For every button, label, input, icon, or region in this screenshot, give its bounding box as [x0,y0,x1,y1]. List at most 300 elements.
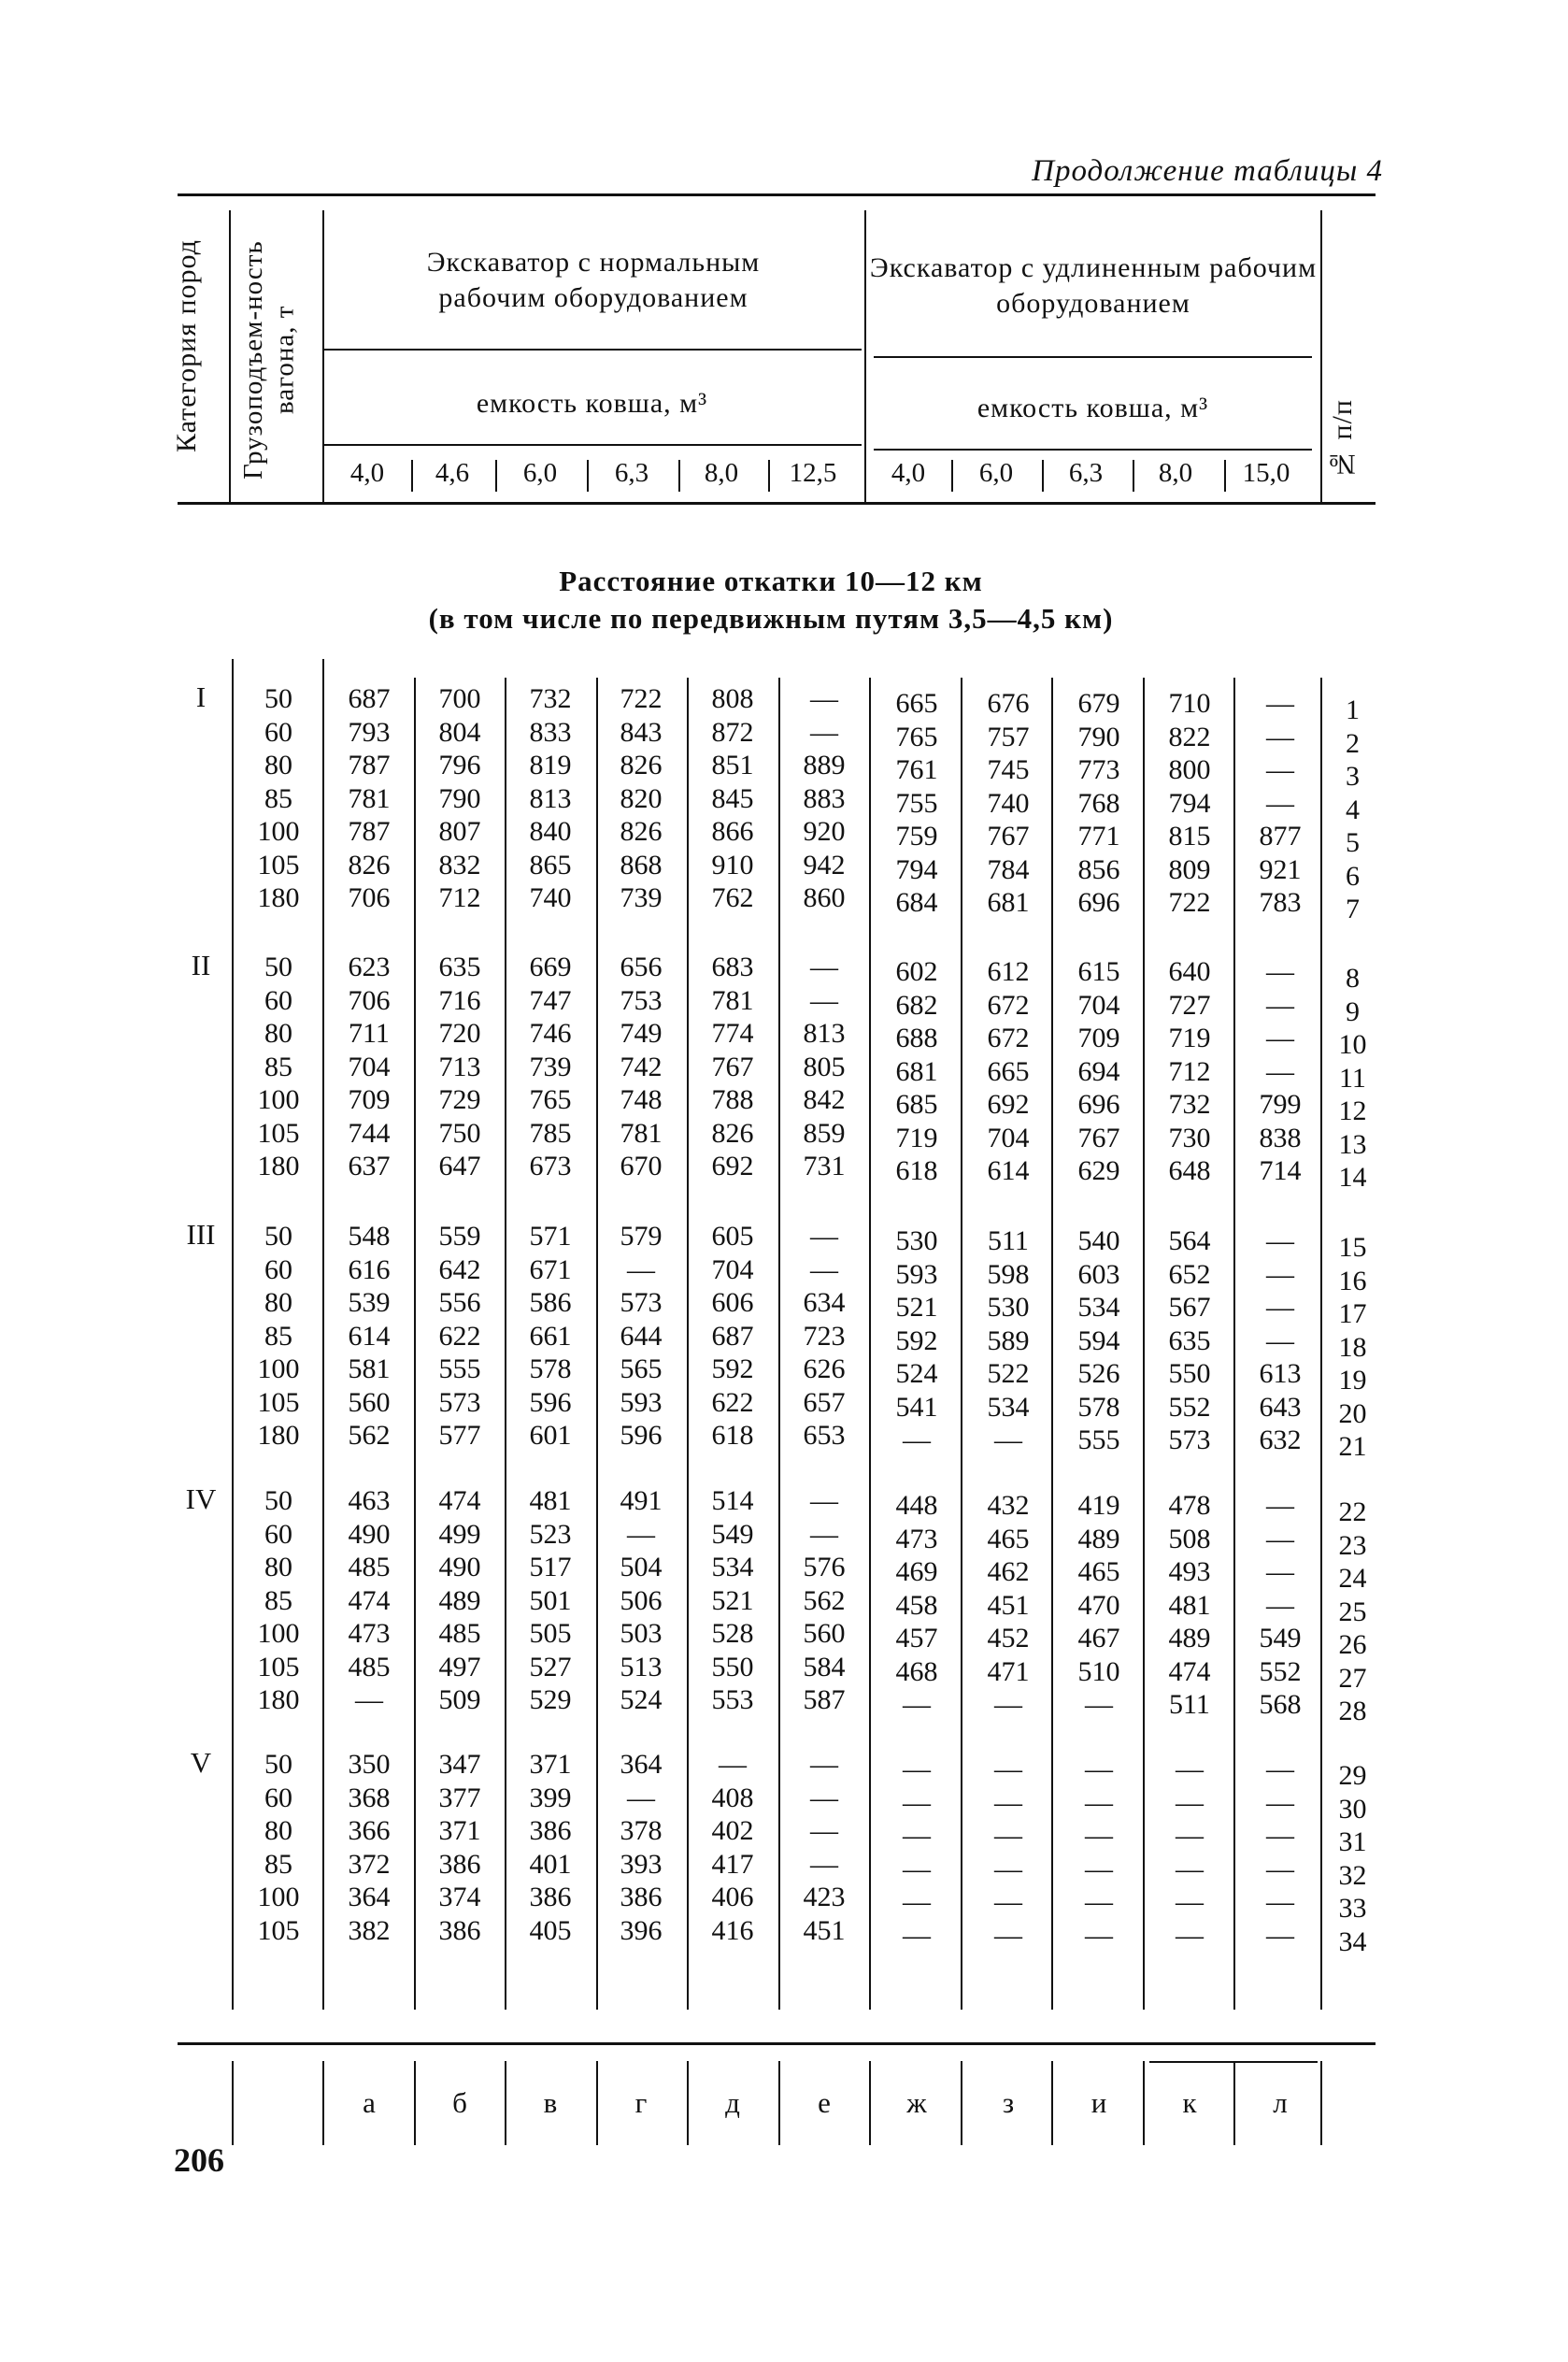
table-cell: 463 [348,1485,391,1516]
table-cell: — [810,1485,838,1516]
row-number-column [1327,1231,1378,1464]
capacity-cell: 60 [264,1782,292,1813]
row-number: 15 [1338,1232,1367,1263]
normal-sub-rule [322,444,862,446]
row-number: 6 [1346,860,1360,892]
data-column-г [599,951,683,1183]
table-cell: 562 [803,1584,846,1616]
table-cell: — [810,683,838,714]
table-cell: 550 [711,1651,754,1682]
table-cell: 722 [1168,887,1211,918]
table-cell: 377 [438,1782,481,1813]
capacity-cell: 100 [257,816,300,847]
table-cell: 851 [711,750,754,780]
row-number: 2 [1346,727,1360,759]
letter-separator [232,2061,234,2145]
table-cell: 548 [348,1221,391,1252]
table-cell: 785 [529,1117,572,1149]
table-cell: — [1085,1853,1113,1884]
table-cell: 653 [803,1420,846,1451]
normal-group-rule [322,349,862,351]
table-cell: 526 [1077,1358,1120,1389]
table-cell: 616 [348,1253,391,1285]
capacity-cell: 100 [257,1353,300,1384]
table-cell: 493 [1168,1556,1211,1587]
table-cell: 474 [1168,1655,1211,1687]
capacity-cell: 85 [264,1584,292,1616]
row-number: 23 [1338,1529,1367,1561]
table-cell: 787 [348,816,391,847]
table-cell: 549 [711,1518,754,1550]
table-cell: 781 [348,782,391,814]
table-cell: 845 [711,782,754,814]
capacity-cell: 85 [264,1848,292,1880]
table-cell: 833 [529,716,572,748]
row-number-column [1327,694,1378,926]
table-cell: 491 [620,1485,663,1516]
table-cell: 386 [438,1848,481,1880]
table-cell: — [810,1749,838,1780]
table-cell: 684 [895,887,938,918]
table-cell: 386 [438,1914,481,1946]
table-cell: 592 [895,1324,938,1356]
table-cell: 700 [438,683,481,714]
data-column-ж [875,687,959,920]
row-number: 14 [1338,1162,1367,1193]
table-cell: 534 [987,1391,1030,1423]
table-cell: — [903,1754,931,1784]
data-column-б [418,1220,502,1453]
table-cell: 749 [620,1018,663,1049]
table-cell: 448 [895,1490,938,1521]
capacity-cell: 50 [264,1221,292,1252]
table-cell: 513 [620,1651,663,1682]
data-column-д [691,682,775,915]
capacity-cell: 85 [264,782,292,814]
table-cell: 755 [895,787,938,819]
capacity-cell: 100 [257,1618,300,1649]
data-column-в [508,1484,592,1717]
table-cell: 742 [620,1051,663,1082]
table-cell: 587 [803,1684,846,1715]
table-cell: 626 [803,1353,846,1384]
table-cell: 694 [1077,1055,1120,1087]
header-group-extended: Экскаватор с удлиненным рабочим оборудованием [869,252,1318,319]
column-letter-6: е [818,2086,831,2119]
table-cell: 578 [529,1353,572,1384]
table-cell: 386 [529,1882,572,1912]
table-cell: 511 [988,1225,1029,1256]
header-group-normal: Экскаватор с нормальным рабочим оборудованием [426,247,761,313]
table-cell: 562 [348,1420,391,1451]
table-cell: 767 [1077,1122,1120,1153]
data-column-г [599,682,683,915]
table-cell: 603 [1077,1258,1120,1290]
table-cell: 614 [987,1155,1030,1186]
table-cell: 613 [1259,1358,1302,1389]
table-cell: 740 [529,882,572,913]
table-cell: 859 [803,1117,846,1149]
table-cell: 374 [438,1882,481,1912]
data-column-б [418,951,502,1183]
table-cell: 402 [711,1815,754,1846]
row-number: 30 [1338,1793,1367,1825]
table-cell: 889 [803,750,846,780]
table-cell: 555 [438,1353,481,1384]
table-cell: — [1266,1523,1294,1554]
table-cell: 462 [987,1556,1030,1587]
table-cell: 560 [803,1618,846,1649]
table-cell: 499 [438,1518,481,1550]
table-cell: 706 [348,984,391,1016]
table-cell: — [1266,1258,1294,1290]
table-cell: 505 [529,1618,572,1649]
bucket-separator [951,460,953,492]
category-label: V [190,1746,212,1779]
table-cell: 656 [620,952,663,982]
column-rule [414,678,416,2010]
table-cell: 467 [1077,1623,1120,1653]
table-cell: 696 [1077,887,1120,918]
table-cell: 534 [1077,1292,1120,1323]
section-title-line2: (в том числе по передвижным путям 3,5—4,5 км) [428,602,1114,635]
table-cell: 866 [711,816,754,847]
table-cell: 665 [895,688,938,719]
table-cell: 730 [1168,1122,1211,1153]
table-cell: 601 [529,1420,572,1451]
table-cell: 510 [1077,1655,1120,1687]
table-cell: 589 [987,1324,1030,1356]
table-cell: 665 [987,1055,1030,1087]
table-cell: 819 [529,750,572,780]
data-column-а [327,1220,411,1453]
data-column-г [599,1484,683,1717]
data-column-л [1238,1224,1322,1457]
data-column-а [327,682,411,915]
table-cell: 746 [529,1018,572,1049]
table-cell: 417 [711,1848,754,1880]
capacity-column [241,1748,316,1947]
table-cell: 739 [529,1051,572,1082]
table-cell: 640 [1168,956,1211,987]
table-cell: 470 [1077,1589,1120,1621]
capacity-cell: 85 [264,1320,292,1352]
table-cell: 820 [620,782,663,814]
row-number: 21 [1338,1431,1367,1462]
table-cell: 573 [1168,1424,1211,1455]
table-cell: 612 [987,956,1030,987]
data-column-к [1147,1224,1232,1457]
table-cell: 524 [895,1358,938,1389]
bucket-size-8: 6,0 [978,458,1014,488]
table-cell: — [903,1424,931,1455]
table-cell: — [903,1689,931,1720]
table-cell: 712 [438,882,481,913]
data-column-е [782,951,866,1183]
column-letter-1: а [363,2086,376,2119]
extended-group-rule [874,356,1312,358]
data-column-а [327,951,411,1183]
table-cell: 485 [348,1552,391,1582]
letter-separator [505,2061,506,2145]
table-cell: — [1085,1919,1113,1951]
letter-separator [869,2061,871,2145]
table-cell: 692 [711,1151,754,1181]
table-cell: 550 [1168,1358,1211,1389]
row-number: 12 [1338,1095,1367,1126]
table-cell: 704 [348,1051,391,1082]
row-number: 31 [1338,1826,1367,1857]
data-column-з [966,1489,1050,1722]
data-column-и [1057,955,1141,1188]
table-cell: 528 [711,1618,754,1649]
bucket-size-7: 4,0 [891,458,926,488]
table-cell: 706 [348,882,391,913]
capacity-cell: 60 [264,1518,292,1550]
table-cell: 629 [1077,1155,1120,1186]
table-cell: 832 [438,849,481,880]
table-cell: 729 [438,1084,481,1115]
table-cell: 521 [895,1292,938,1323]
table-cell: 366 [348,1815,391,1846]
data-column-е [782,1748,866,1947]
table-cell: 799 [1259,1089,1302,1120]
table-cell: 813 [803,1018,846,1049]
table-cell: 614 [348,1320,391,1352]
table-cell: — [994,1886,1022,1917]
category-label: II [191,949,211,981]
bucket-separator [411,460,413,492]
table-cell: 571 [529,1221,572,1252]
table-cell: — [1266,956,1294,987]
table-bottom-rule [178,2042,1376,2045]
table-cell: 598 [987,1258,1030,1290]
data-column-и [1057,1224,1141,1457]
table-cell: 396 [620,1914,663,1946]
table-cell: 534 [711,1552,754,1582]
header-number: № п/п [1327,399,1358,480]
bucket-size-11: 15,0 [1242,458,1290,488]
table-cell: 826 [620,750,663,780]
column-letter-10: к [1182,2086,1197,2119]
row-number: 26 [1338,1629,1367,1660]
table-cell: 530 [987,1292,1030,1323]
table-cell: 767 [711,1051,754,1082]
data-column-е [782,682,866,915]
table-cell: 731 [803,1151,846,1181]
row-number: 24 [1338,1563,1367,1594]
table-cell: 635 [438,952,481,982]
table-cell: — [627,1253,655,1285]
table-cell: — [810,1221,838,1252]
table-cell: 720 [438,1018,481,1049]
table-cell: 578 [1077,1391,1120,1423]
capacity-cell: 80 [264,1815,292,1846]
table-cell: 465 [987,1523,1030,1554]
bucket-size-6: 12,5 [789,458,837,488]
column-rule [1143,678,1145,2010]
bucket-size-5: 8,0 [704,458,739,488]
table-cell: 432 [987,1490,1030,1521]
table-cell: 679 [1077,688,1120,719]
table-cell: 643 [1259,1391,1302,1423]
table-cell: 727 [1168,989,1211,1021]
data-column-а [327,1748,411,1947]
row-number: 9 [1346,995,1360,1027]
table-cell: — [1266,1055,1294,1087]
capacity-cell: 50 [264,683,292,714]
bucket-size-10: 8,0 [1158,458,1193,488]
table-cell: 419 [1077,1490,1120,1521]
bucket-size-1: 4,0 [349,458,385,488]
table-cell: 559 [438,1221,481,1252]
bucket-separator [768,460,770,492]
table-cell: 584 [803,1651,846,1682]
data-column-к [1147,687,1232,920]
row-number: 28 [1338,1696,1367,1726]
data-column-ж [875,1489,959,1722]
header-divider-2 [322,210,324,502]
table-cell: — [1266,1820,1294,1851]
table-cell: 856 [1077,853,1120,885]
table-cell: 843 [620,716,663,748]
row-number: 3 [1346,761,1360,792]
table-cell: — [903,1919,931,1951]
letter-separator [778,2061,780,2145]
column-rule [869,678,871,2010]
table-cell: — [1176,1754,1204,1784]
row-number: 13 [1338,1128,1367,1160]
row-number: 29 [1338,1760,1367,1791]
table-cell: 815 [1168,821,1211,852]
table-cell: 696 [1077,1089,1120,1120]
table-cell: — [627,1782,655,1813]
row-number: 20 [1338,1397,1367,1429]
header-bottom-rule [178,502,1376,505]
category-label: I [195,680,207,713]
header-top-rule [178,193,1376,196]
table-cell: 822 [1168,721,1211,752]
table-cell: 687 [348,683,391,714]
table-cell: 465 [1077,1556,1120,1587]
table-cell: 567 [1168,1292,1211,1323]
table-cell: 793 [348,716,391,748]
table-cell: — [1176,1919,1204,1951]
row-number: 1 [1346,694,1360,725]
table-cell: 744 [348,1117,391,1149]
table-cell: — [1266,1023,1294,1053]
table-cell: 552 [1168,1391,1211,1423]
table-cell: 581 [348,1353,391,1384]
table-cell: 921 [1259,853,1302,885]
table-cell: 704 [987,1122,1030,1153]
row-number: 34 [1338,1925,1367,1957]
table-cell: 399 [529,1782,572,1813]
row-number: 4 [1346,794,1360,825]
capacity-column [241,1484,316,1717]
extended-sub-rule [874,449,1312,451]
row-number: 16 [1338,1265,1367,1296]
row-number-column [1327,962,1378,1195]
table-cell: 506 [620,1584,663,1616]
table-cell: — [810,984,838,1016]
data-column-е [782,1484,866,1717]
capacity-cell: 60 [264,984,292,1016]
letter-separator [1320,2061,1322,2145]
table-cell: 573 [620,1287,663,1318]
table-cell: 503 [620,1618,663,1649]
table-cell: — [1176,1820,1204,1851]
table-cell: 761 [895,754,938,785]
row-number: 32 [1338,1859,1367,1891]
table-cell: — [994,1919,1022,1951]
capacity-cell: 60 [264,1253,292,1285]
table-cell: 522 [987,1358,1030,1389]
table-cell: — [719,1749,747,1780]
letter-separator [1051,2061,1053,2145]
table-cell: 573 [438,1386,481,1418]
table-cell: 790 [438,782,481,814]
table-cell: 942 [803,849,846,880]
table-cell: 364 [620,1749,663,1780]
data-column-е [782,1220,866,1453]
table-cell: 594 [1077,1324,1120,1356]
capacity-cell: 60 [264,716,292,748]
data-column-д [691,1748,775,1947]
table-cell: — [1266,1786,1294,1818]
capacity-cell: 80 [264,750,292,780]
capacity-cell: 85 [264,1051,292,1082]
capacity-column [241,951,316,1183]
table-cell: — [1266,1556,1294,1587]
table-cell: 474 [348,1584,391,1616]
table-cell: — [810,1782,838,1813]
table-cell: 745 [987,754,1030,785]
column-rule [1233,678,1235,2010]
table-cell: 539 [348,1287,391,1318]
table-cell: — [1176,1886,1204,1917]
table-cell: 552 [1259,1655,1302,1687]
table-cell: — [903,1820,931,1851]
continuation-caption: Продолжение таблицы 4 [1032,154,1383,188]
table-cell: 883 [803,782,846,814]
table-cell: 826 [711,1117,754,1149]
table-cell: 877 [1259,821,1302,852]
table-cell: 647 [438,1151,481,1181]
row-number: 18 [1338,1331,1367,1363]
table-cell: 637 [348,1151,391,1181]
column-letter-3: в [543,2086,558,2119]
table-cell: 826 [620,816,663,847]
table-cell: 560 [348,1386,391,1418]
header-capacity: Грузоподъем-ность вагона, т [238,240,300,480]
data-column-л [1238,687,1322,920]
table-cell: 692 [987,1089,1030,1120]
table-cell: 481 [1168,1589,1211,1621]
table-cell: — [810,1518,838,1550]
letter-separator [414,2061,416,2145]
table-cell: 681 [987,887,1030,918]
table-cell: 378 [620,1815,663,1846]
table-cell: 469 [895,1556,938,1587]
row-number: 11 [1339,1062,1366,1094]
table-cell: 732 [529,683,572,714]
capacity-cell: 180 [257,1151,300,1181]
table-cell: 750 [438,1117,481,1149]
letter-separator [687,2061,689,2145]
table-cell: — [810,952,838,982]
table-cell: — [810,1848,838,1880]
